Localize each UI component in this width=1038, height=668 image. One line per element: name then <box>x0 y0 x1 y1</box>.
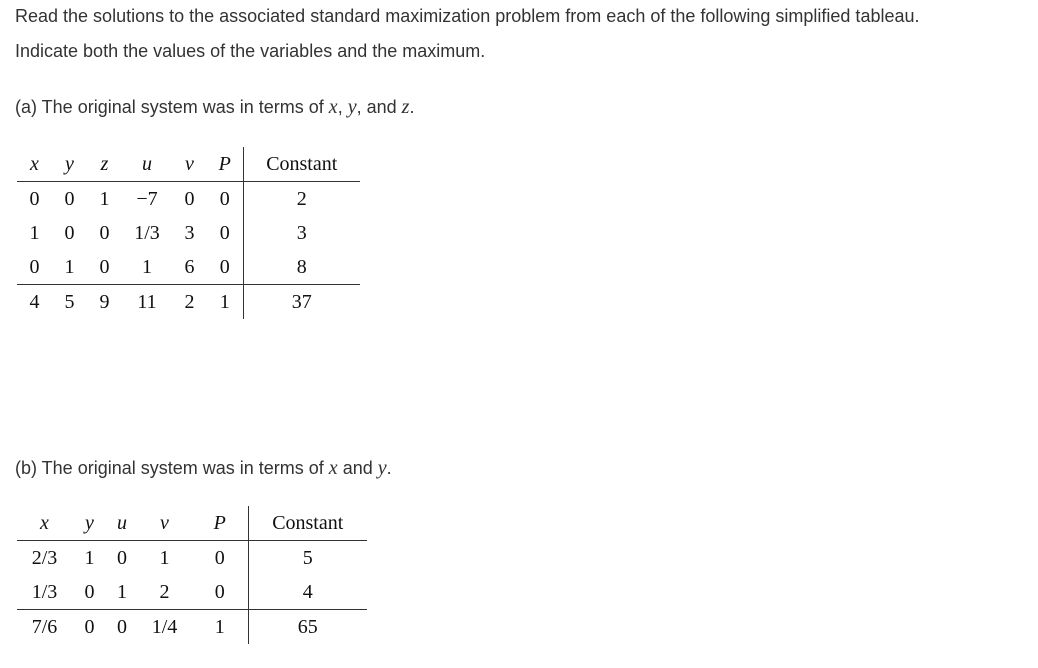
tableau-a-header-x: x <box>17 147 52 182</box>
table-cell: 0 <box>29 188 40 210</box>
table-cell: 3 <box>296 222 307 244</box>
tableau-b-header-row <box>17 506 367 541</box>
tableau-b-header-v: v <box>137 506 192 541</box>
part-a-var-x: x <box>328 96 338 118</box>
table-cell: 0 <box>207 250 243 285</box>
table-cell: 1 <box>117 581 127 603</box>
table-cell: 1 <box>207 285 243 320</box>
instructions-line-2: Indicate both the values of the variables and the maximum. <box>15 41 486 61</box>
tableau-b-header-u: u <box>107 506 137 541</box>
table-cell: 0 <box>64 188 75 210</box>
table-row <box>17 250 360 285</box>
tableau-a-header-u: u <box>122 147 172 182</box>
table-cell: 1/4 <box>137 610 192 645</box>
table-row <box>17 575 367 610</box>
part-a-prompt <box>15 96 414 118</box>
table-cell: 0 <box>192 575 248 610</box>
table-cell: 1 <box>142 256 152 278</box>
tableau-a-header-z: z <box>87 147 122 182</box>
table-cell: 0 <box>99 222 110 244</box>
table-cell: 0 <box>99 256 110 278</box>
part-b-and: and <box>342 458 373 478</box>
part-a-comma: , <box>337 97 343 117</box>
tableau-b-header-constant: Constant <box>248 506 367 541</box>
table-cell: 1/3 <box>31 581 58 603</box>
table-cell: 1 <box>29 222 40 244</box>
table-row <box>17 216 360 250</box>
table-cell: 1 <box>64 256 75 278</box>
table-cell: 0 <box>29 256 40 278</box>
tableau-b-header-x: x <box>17 506 72 541</box>
tableau-a-header-y: y <box>52 147 87 182</box>
table-cell: 11 <box>122 285 172 320</box>
table-cell: 0 <box>117 547 127 569</box>
table-cell: 65 <box>248 610 367 645</box>
part-a-var-z: z <box>401 96 410 118</box>
table-cell: 6 <box>184 256 195 278</box>
tableau-b-header-P: P <box>192 506 248 541</box>
table-row <box>17 541 367 576</box>
table-cell: 5 <box>52 285 87 320</box>
part-b-var-y: y <box>377 457 387 479</box>
part-a-var-y: y <box>347 96 357 118</box>
table-cell: 2/3 <box>31 547 58 569</box>
table-cell: 1 <box>192 610 248 645</box>
table-cell: 0 <box>207 216 243 250</box>
table-cell: 0 <box>107 610 137 645</box>
tableau-a-header-v: v <box>172 147 207 182</box>
part-a-prompt-text: (a) The original system was in terms of <box>15 97 324 117</box>
tableau-b-header-y: y <box>72 506 107 541</box>
table-cell: 9 <box>87 285 122 320</box>
table-cell: 0 <box>84 581 95 603</box>
part-b-prompt <box>15 457 392 479</box>
part-a-and: , and <box>356 97 397 117</box>
part-a-period: . <box>409 97 415 117</box>
table-cell: 4 <box>302 581 313 603</box>
table-cell: 0 <box>184 188 195 210</box>
table-cell: 1/3 <box>134 222 160 244</box>
table-cell: 4 <box>17 285 52 320</box>
tableau-a-header-P: P <box>207 147 243 182</box>
part-b-prompt-text: (b) The original system was in terms of <box>15 458 324 478</box>
tableau-a <box>17 147 360 319</box>
table-cell: 0 <box>192 541 248 576</box>
table-cell: 0 <box>207 182 243 217</box>
table-cell: 5 <box>302 547 313 569</box>
part-b-period: . <box>386 458 392 478</box>
table-cell: 1 <box>159 547 170 569</box>
tableau-a-header-row <box>17 147 360 182</box>
table-cell: 2 <box>172 285 207 320</box>
part-b-var-x: x <box>328 457 338 479</box>
table-row <box>17 182 360 217</box>
instructions-line-1: Read the solutions to the associated standard maximization problem from each of the following simplified tableau. <box>15 6 920 26</box>
table-cell: 1 <box>84 547 95 569</box>
table-cell: 2 <box>159 581 170 603</box>
table-row-objective <box>17 610 367 645</box>
table-cell: −7 <box>136 188 158 210</box>
table-cell: 8 <box>296 256 307 278</box>
tableau-b <box>17 506 367 644</box>
table-cell: 3 <box>184 222 195 244</box>
table-cell: 2 <box>296 188 307 210</box>
table-cell: 37 <box>243 285 360 320</box>
tableau-a-header-constant: Constant <box>243 147 360 182</box>
table-cell: 7/6 <box>17 610 72 645</box>
table-row-objective <box>17 285 360 320</box>
table-cell: 0 <box>72 610 107 645</box>
table-cell: 1 <box>99 188 110 210</box>
table-cell: 0 <box>64 222 75 244</box>
